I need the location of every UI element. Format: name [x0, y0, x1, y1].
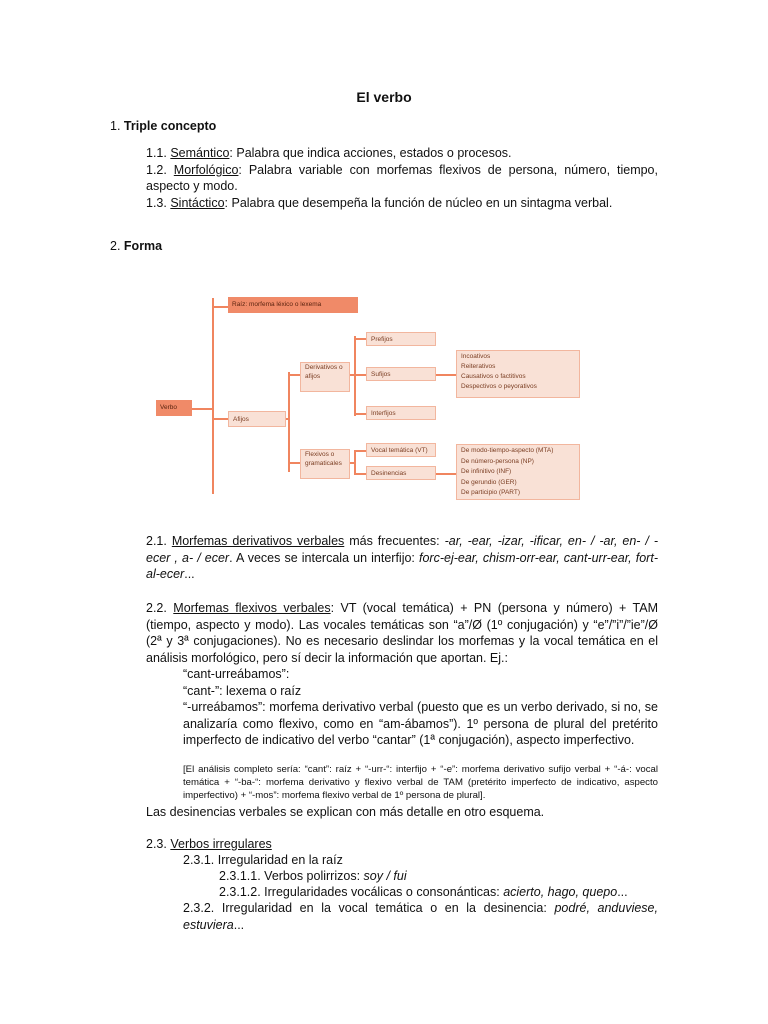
diagram-interfijos-box: Interfijos: [366, 406, 436, 420]
diagram-line: [354, 450, 366, 452]
section-1-heading: [110, 119, 216, 133]
diagram-flexivos-box: Flexivos o gramaticales: [300, 449, 350, 479]
analysis-note: [El análisis completo sería: “cant”: raíz + “-urr-“: interfijo + “-e”: morfema derivativo sufijo verbal + “-á-: vocal temática + “-ba-“: morfema derivativo y flexivo verbal de TAM (pretérito imperfecto de indicativo, aspecto imperfectivo) + “-mos”: morfema flexivo verbal de 1º persona de plural].: [183, 764, 658, 801]
diagram-line: [436, 473, 456, 475]
irregular-root: 2.3.1. Irregularidad en la raíz: [183, 853, 343, 867]
diagram-line: [288, 462, 300, 464]
desinencias-note: Las desinencias verbales se explican con más detalle en otro esquema.: [146, 805, 545, 819]
page-title: El verbo: [356, 89, 412, 105]
paragraph-2-1: 2.1. Morfemas derivativos verbales más frecuentes: -ar, -ear, -izar, -ificar, en- / -ar, en- / -ecer , a- / ecer. A veces se intercala un interfijo: forc-ej-ear, chism-orr-ear, cant-urr-ear, fort-al-ecer...: [146, 534, 658, 581]
diagram-line: [288, 372, 290, 472]
diagram-desinencias-list: De modo-tiempo-aspecto (MTA) De número-persona (NP) De infinitivo (INF) De gerundio (GER) De participio (PART): [456, 444, 580, 500]
example-word: “cant-urreábamos”:: [183, 667, 290, 681]
example-lexema: “cant-”: lexema o raíz: [183, 684, 302, 698]
section-2-heading: [110, 239, 162, 253]
diagram-sufijos-list: Incoativos Reiterativos Causativos o factitivos Despectivos o peyorativos: [456, 350, 580, 398]
diagram-vocal-box: Vocal temática (VT): [366, 443, 436, 457]
diagram-line: [288, 374, 300, 376]
diagram-line: [350, 462, 356, 464]
verb-structure-diagram: [150, 292, 590, 504]
diagram-line: [354, 338, 366, 340]
example-derivativo: “-urreábamos”: morfema derivativo verbal (puesto que es un verbo derivado, si no, se analizaría como flexivo, como en “am-ábamos”). 1º persona de plural del pretérito imperfecto de indicativo del verbo “cantar” (1ª conjugación), aspecto imperfectivo.: [183, 700, 658, 747]
diagram-line: [212, 306, 228, 308]
diagram-line: [212, 298, 214, 494]
diagram-prefijos-box: Prefijos: [366, 332, 436, 346]
diagram-verbo-box: Verbo: [156, 400, 192, 416]
definition-syntactic: 1.3. Sintáctico: Palabra que desempeña la función de núcleo en un sintagma verbal.: [146, 195, 613, 210]
section-2-title: Forma: [123, 239, 163, 253]
diagram-line: [190, 408, 214, 410]
diagram-line: [212, 418, 228, 420]
diagram-line: [354, 413, 366, 415]
diagram-line: [436, 374, 456, 376]
vocalic-irregularities: 2.3.1.2. Irregularidades vocálicas o consonánticas: acierto, hago, quepo...: [219, 885, 628, 899]
paragraph-2-2: 2.2. Morfemas flexivos verbales: VT (vocal temática) + PN (persona y número) + TAM (tiempo, aspecto y modo). Las vocales temáticas son “a”/Ø (1º conjugación) y “e”/”i”/”ie”/Ø (2ª y 3ª conjugaciones). No es necesario deslindar los morfemas y la vocal temática en el análisis morfológico, pero sí decir la información que aportan. Ej.:: [146, 601, 658, 665]
diagram-sufijos-box: Sufijos: [366, 367, 436, 381]
diagram-line: [354, 473, 366, 475]
definition-semantic: 1.1. Semántico: Palabra que indica acciones, estados o procesos.: [146, 146, 512, 160]
definitions-block: [146, 145, 658, 211]
diagram-line: [354, 336, 356, 416]
diagram-derivativos-box: Derivativos o afijos: [300, 362, 350, 392]
paragraph-2-3-heading: 2.3. Verbos irregulares: [146, 837, 272, 851]
definition-morphologic: 1.2. Morfológico: Palabra variable con morfemas flexivos de persona, número, tiempo, aspecto y modo.: [146, 162, 658, 193]
polirrizos: 2.3.1.1. Verbos polirrizos: soy / fui: [219, 869, 407, 883]
diagram-line: [286, 418, 290, 420]
irregular-vowel-desinence: 2.3.2. Irregularidad en la vocal temática o en la desinencia: podré, anduviese, estuviera...: [183, 901, 658, 932]
diagram-raiz-box: Raíz: morfema léxico o lexema: [228, 297, 358, 313]
section-1-title: Triple concepto: [123, 119, 217, 133]
diagram-line: [354, 374, 366, 376]
section-1-number: 1.: [110, 119, 121, 133]
diagram-afijos-box: Afijos: [228, 411, 286, 427]
section-2-number: 2.: [110, 239, 121, 253]
diagram-desinencias-box: Desinencias: [366, 466, 436, 480]
